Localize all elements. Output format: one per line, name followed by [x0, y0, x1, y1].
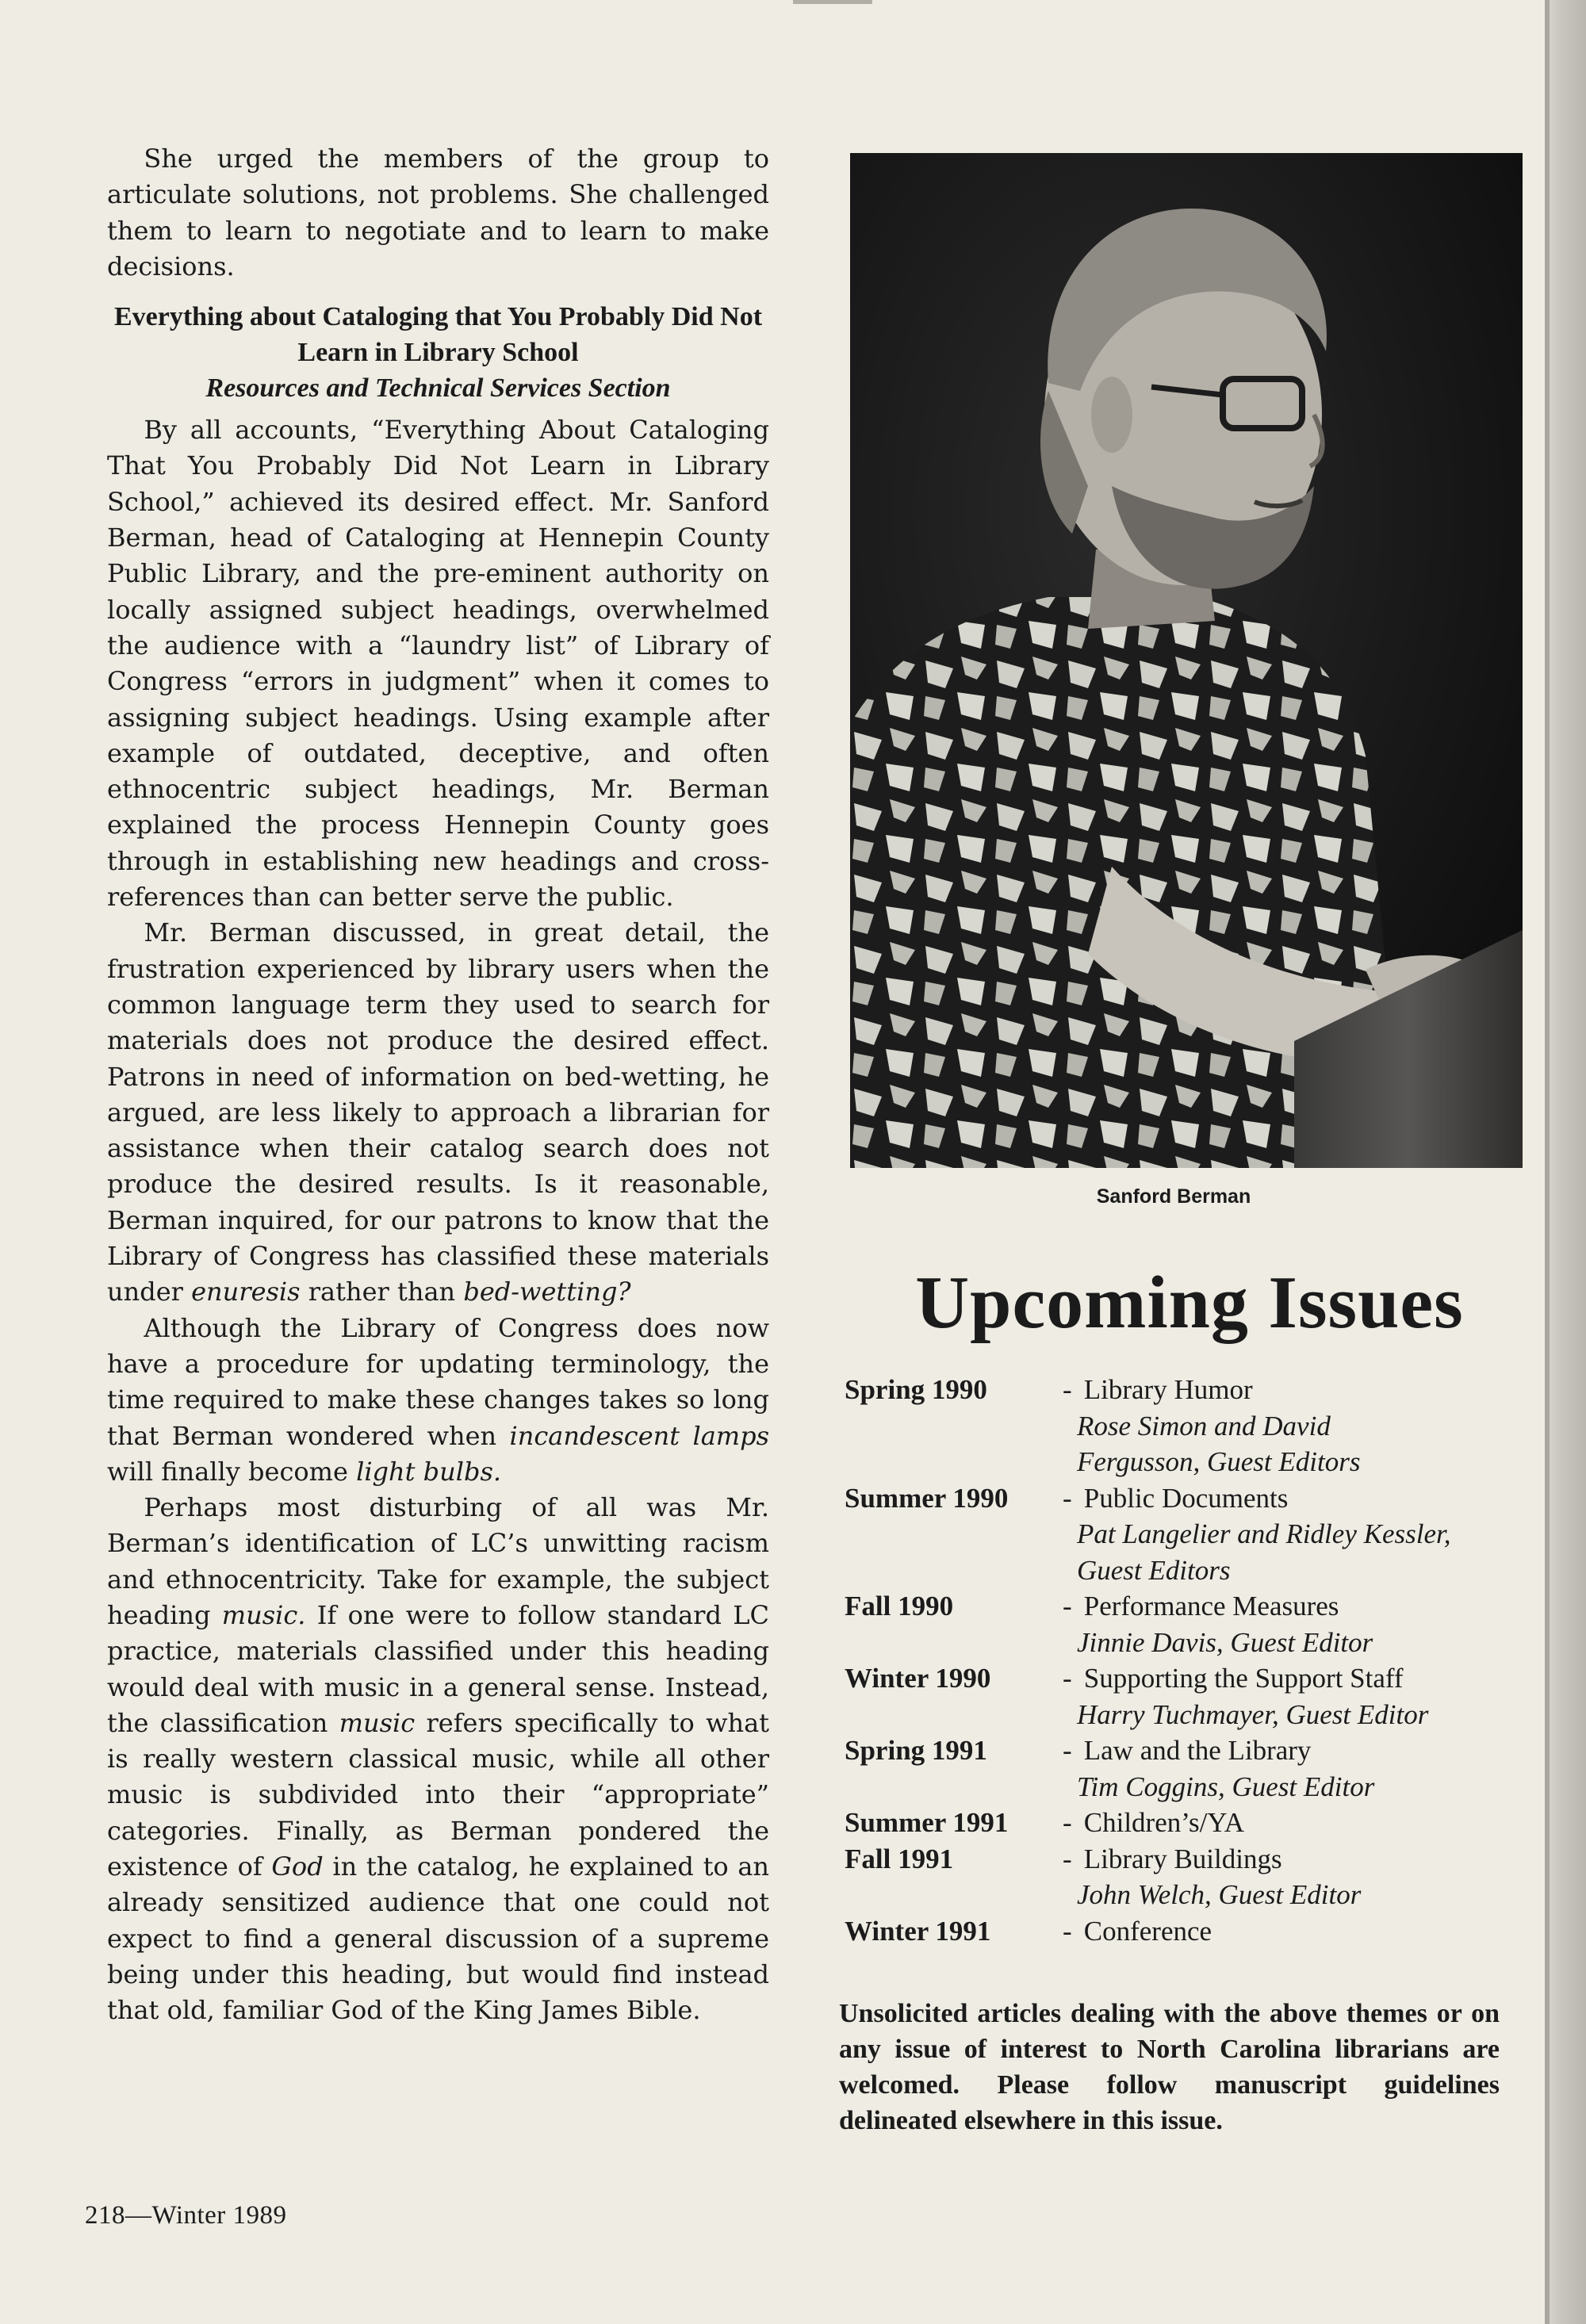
speaker-photo: [850, 153, 1523, 1168]
issue-info: - Performance Measures Jinnie Davis, Guest Editor: [1063, 1588, 1534, 1660]
para3-text-b: rather than: [308, 1277, 456, 1307]
issue-info: - Library Buildings John Welch, Guest Editor: [1063, 1841, 1534, 1913]
submission-notice: Unsolicited articles dealing with the above themes or on any issue of interest to North Carolina librarians are welcomed. Please follow manuscript guidelines delineated elsewhere in this issue.: [839, 1999, 1500, 2135]
speaker-photo-illustration: [850, 153, 1523, 1168]
article-paragraph-2: By all accounts, “Everything About Cataloging That You Probably Did Not Learn in Library School,” achieved its desired effect. Mr. Sanford Berman, head of Cataloging at Hennepin County Public Library, and the pre-eminent authority on locally assigned subject headings, overwhelmed the audience with a “laundry list” of Library of Congress “errors in judgment” when it comes to assigning subject headings. Using example after example of outdated, deceptive, and often ethnocentric subject headings, Mr. Berman explained the process Hennepin County goes through in establishing new headings and cross-references than can better serve the public.: [107, 415, 769, 913]
page-footer: 218—Winter 1989: [85, 2201, 287, 2230]
issue-editor: Tim Coggins, Guest Editor: [1077, 1771, 1375, 1802]
issue-row: [845, 1660, 1534, 1732]
article-paragraph-5: [107, 1490, 769, 2028]
issue-row: [845, 1732, 1534, 1805]
issue-date: Fall 1991: [845, 1843, 954, 1874]
section-subtitle: Resources and Technical Services Section: [205, 373, 671, 404]
para4-italic-term: incandescent lamps: [509, 1420, 770, 1451]
para3-italic-term: enuresis: [191, 1277, 301, 1307]
issue-topic: Law and the Library: [1083, 1735, 1312, 1766]
issue-editor: Guest Editors: [1077, 1554, 1231, 1586]
para5-text-c: refers specifically to what is really western classical music, while all other music is subdivided into their “appropriate” categories. Finally, as Berman pondered the existence of: [107, 1707, 770, 1882]
issue-topic: Supporting the Support Staff: [1083, 1663, 1404, 1694]
upcoming-issues-title: Upcoming Issues: [915, 1262, 1464, 1344]
issue-topic: Performance Measures: [1083, 1591, 1339, 1621]
issue-editor: Jinnie Davis, Guest Editor: [1077, 1626, 1373, 1658]
para5-text-d: in the catalog, he explained to an already sensitized audience that one could not expect to find a general discussion of a supreme being under this heading, but would find instead that old, familiar God of the King James Bible.: [107, 1851, 770, 2026]
section-title: Everything about Cataloging that You Probably Did Not Learn in Library School: [113, 302, 763, 368]
issue-row: [845, 1913, 1534, 1950]
para4-italic-term-2: light bulbs.: [356, 1456, 502, 1487]
para4-text-b: will finally become: [107, 1456, 348, 1487]
para5-italic-term: music.: [221, 1599, 306, 1630]
para3-italic-term-2: bed-wetting?: [463, 1277, 631, 1307]
issue-row: [845, 1480, 1534, 1589]
issue-date: Summer 1990: [845, 1482, 1009, 1514]
issue-date: Winter 1990: [845, 1663, 991, 1694]
issue-date: Winter 1991: [845, 1915, 991, 1947]
issue-date: Summer 1991: [845, 1807, 1009, 1838]
section-heading: [107, 299, 769, 406]
issue-info: - Children’s/YA: [1063, 1807, 1244, 1838]
issue-topic: Conference: [1083, 1915, 1212, 1947]
issue-row: [845, 1805, 1534, 1841]
article-column: [107, 141, 769, 2029]
top-binding-mark: [793, 0, 872, 4]
article-paragraph-3: [107, 915, 769, 1310]
para5-italic-term-2: music: [339, 1707, 416, 1738]
issue-editor: Pat Langelier and Ridley Kessler,: [1077, 1518, 1451, 1549]
issue-topic: Library Buildings: [1083, 1843, 1282, 1874]
para4-text-a: Although the Library of Congress does now have a procedure for updating terminology, the time required to make these changes takes so long that Berman wondered when: [107, 1312, 769, 1451]
para5-italic-term-3: God: [271, 1851, 324, 1882]
para5-text-b: If one were to follow standard LC practice, materials classified under this heading would deal with music in a general sense. Instead, the classification: [107, 1599, 770, 1738]
photo-caption: Sanford Berman: [1096, 1185, 1251, 1208]
issue-info: - Law and the Library Tim Coggins, Guest Editor: [1063, 1732, 1534, 1805]
para5-text-a: Perhaps most disturbing of all was Mr. Berman’s identification of LC’s unwitting racism and ethnocentricity. Take for example, the subject heading: [107, 1492, 769, 1630]
issue-editor: Rose Simon and David: [1077, 1410, 1331, 1441]
page-edge-shadow: [1545, 0, 1586, 2324]
issue-row: [845, 1841, 1534, 1913]
article-paragraph-1: She urged the members of the group to articulate solutions, not problems. She challenged them to learn to negotiate and to learn to make decisions.: [107, 144, 769, 281]
issue-date: Spring 1991: [845, 1735, 987, 1766]
issue-topic: Public Documents: [1083, 1482, 1289, 1514]
upcoming-issues-list: [845, 1372, 1534, 1949]
article-paragraph-4: [107, 1311, 769, 1490]
para3-text-a: Mr. Berman discussed, in great detail, the frustration experienced by library users when the common language term they used to search for materials does not produce the desired effect. Patrons in need of information on bed-wetting, he argued, are less likely to approach a librarian for assistance when their catalog search does not produce the desired results. Is it reasonable, Berman inquired, for our patrons to know that the Library of Congress has classified these materials under: [107, 917, 769, 1307]
issue-row: [845, 1372, 1534, 1480]
issue-info: - Conference: [1063, 1915, 1212, 1947]
issue-topic: Library Humor: [1083, 1374, 1253, 1405]
issue-editor: Fergusson, Guest Editors: [1077, 1446, 1361, 1477]
issue-editor: John Welch, Guest Editor: [1077, 1879, 1362, 1910]
issue-info: - Supporting the Support Staff Harry Tuchmayer, Guest Editor: [1063, 1660, 1534, 1732]
issue-row: [845, 1588, 1534, 1660]
issue-topic: Children’s/YA: [1083, 1807, 1244, 1838]
issue-date: Spring 1990: [845, 1374, 987, 1405]
issue-info: - Library Humor Rose Simon and David Fergusson, Guest Editors: [1063, 1372, 1534, 1480]
issue-info: - Public Documents Pat Langelier and Ridley Kessler, Guest Editors: [1063, 1480, 1534, 1589]
issue-editor: Harry Tuchmayer, Guest Editor: [1077, 1698, 1429, 1730]
issue-date: Fall 1990: [845, 1591, 954, 1621]
